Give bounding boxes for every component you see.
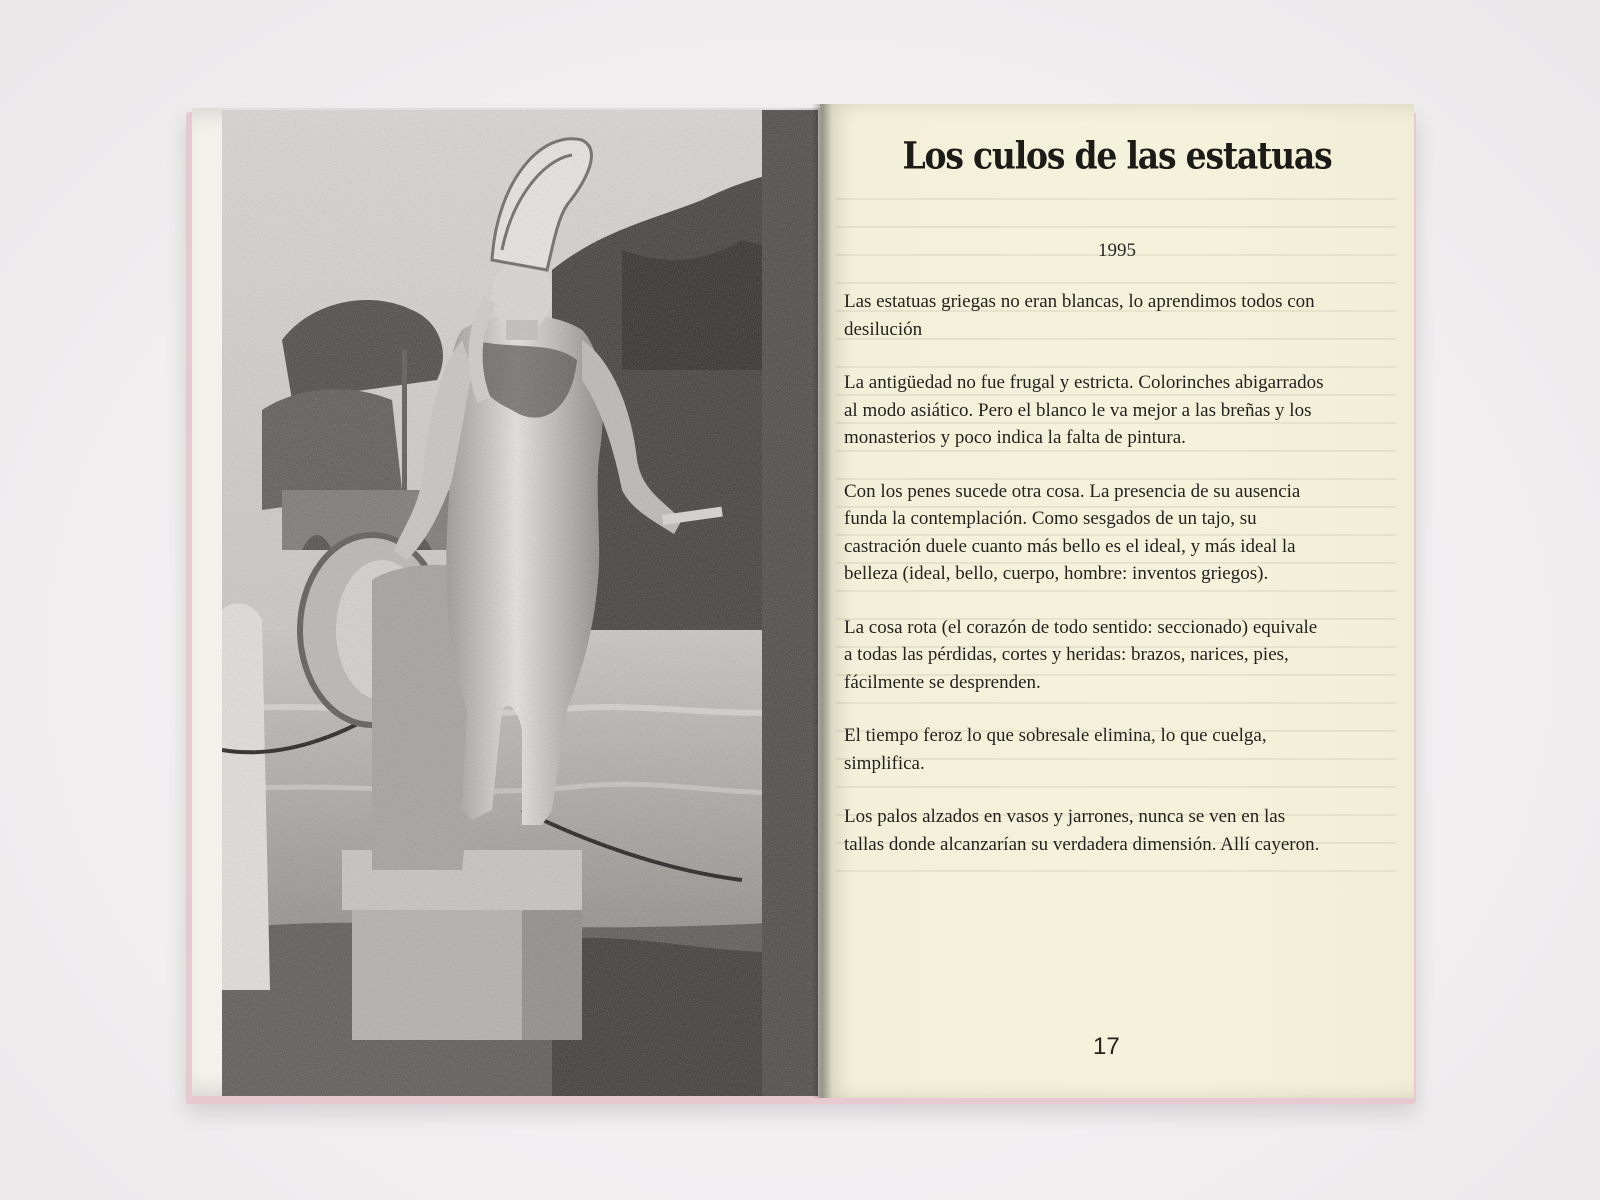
body-text (844, 288, 1329, 884)
statue-illustration (222, 110, 818, 1096)
paragraph: Las estatuas griegas no eran blancas, lo aprendimos todos con desilución (844, 291, 1315, 340)
statue-photo (222, 110, 818, 1096)
paragraph: Con los penes sucede otra cosa. La presencia de su ausencia funda la contemplación. Como sesgados de un tajo, su castración duele cuanto más bello es el ideal, y más ideal la belleza (ideal, bello, cuerpo, hombre: inventos griegos). (844, 480, 1301, 584)
paragraph: La cosa rota (el corazón de todo sentido: seccionado) equivale a todas las pérdidas, cortes y heridas: brazos, narices, pies, fácilmente se desprenden. (844, 616, 1318, 693)
year-label: 1995 (1098, 240, 1136, 261)
paragraph: Los palos alzados en vasos y jarrones, nunca se ven en las tallas donde alcanzarían su verdadera dimensión. Allí cayeron. (844, 806, 1320, 855)
page-title: Los culos de las estatuas (902, 133, 1332, 178)
paragraph: La antigüedad no fue frugal y estricta. Colorinches abigarrados al modo asiático. Pero el blanco le va mejor a las breñas y los monasterios y poco indica la falta de pintura. (844, 372, 1324, 448)
paragraph: El tiempo feroz lo que sobresale elimina, lo que cuelga, simplifica. (844, 725, 1267, 774)
page-number: 17 (1093, 1033, 1120, 1060)
